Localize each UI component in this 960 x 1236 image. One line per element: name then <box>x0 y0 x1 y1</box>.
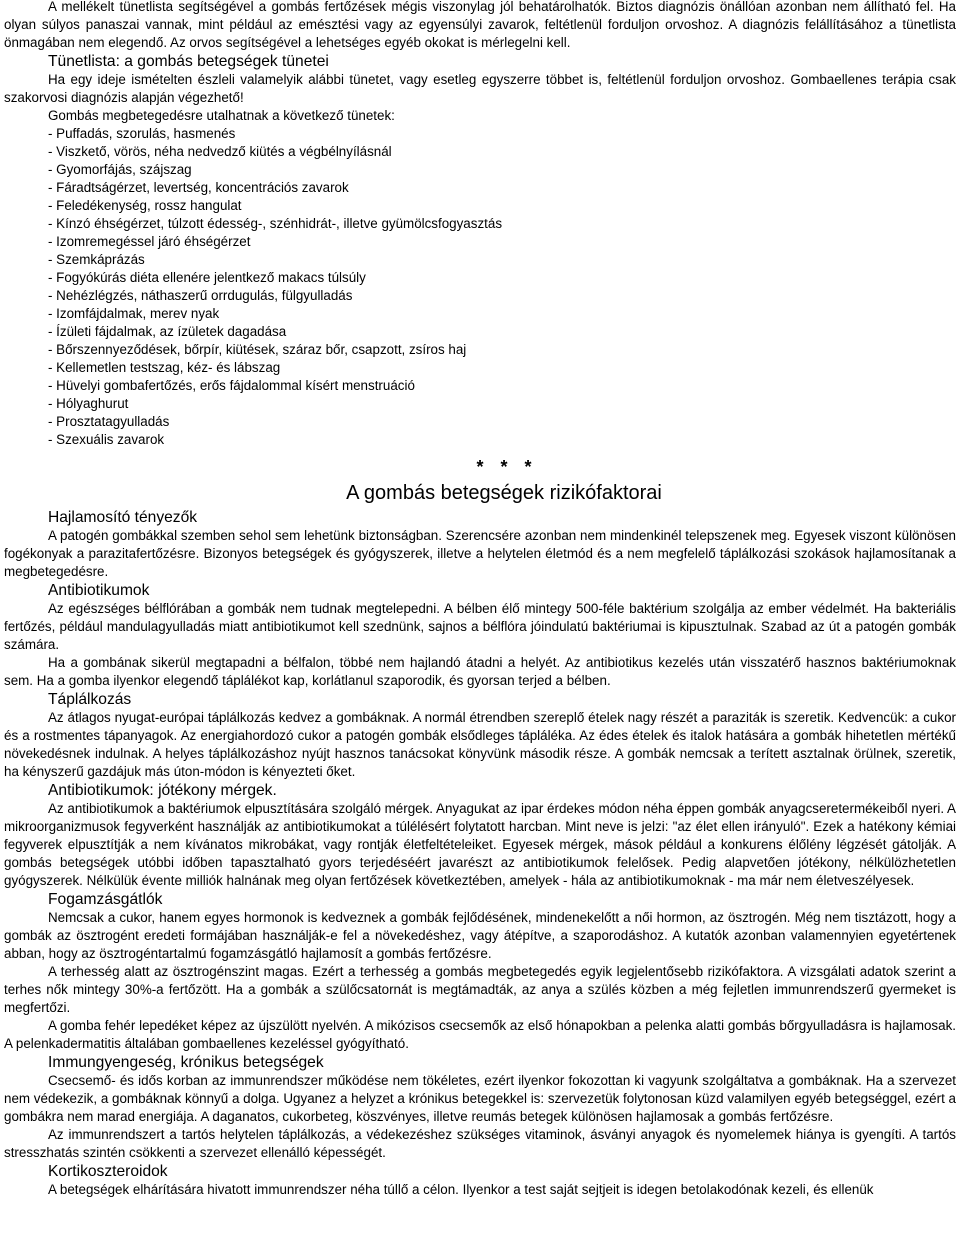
symptom-list <box>48 125 956 449</box>
intro-paragraph: A mellékelt tünetlista segítségével a gombás fertőzések mégis viszonylag jól behatárolhatók. Biztos diagnózis önállóan azonban nem állítható fel. Ha olyan súlyos panaszai vannak, mint például az emésztési vagy az egyensúlyi zavarok, feltétlenül forduljon orvoshoz. A diagnózis felállításához a tünetlista önmagában nem elegendő. Az orvos segítségével a lehetséges egyéb okokat is mérlegelni kell. <box>4 0 956 50</box>
section-paragraph: A patogén gombákkal szemben sehol sem lehetünk biztonságban. Szerencsére azonban nem mindenkinél telepszenek meg. Egyesek viszont különösen fogékonyak a parazitafertőzésre. Bizonyos betegségek és gyógyszerek, illetve a helytelen életmód és a nem megfelelő táplálkozási szokások hajlamosítanak a megbetegedésre. <box>4 528 956 579</box>
section-title: A gombás betegségek rizikófaktorai <box>346 482 662 504</box>
list-item: - Nehézlégzés, náthaszerű orrdugulás, fülgyulladás <box>48 288 353 303</box>
list-item: - Bőrszennyeződések, bőrpír, kiütések, száraz bőr, csapzott, zsíros haj <box>48 342 467 357</box>
list-item: - Feledékenység, rossz hangulat <box>48 198 242 213</box>
list-item: - Prosztatagyulladás <box>48 414 170 429</box>
section-paragraph: Az antibiotikumok a baktériumok elpusztítására szolgáló mérgek. Anyagukat az ipar érdekes módon néha éppen gombák anyagcseretermékeiből nyeri. A mikroorganizmusok fegyverként használják az antibiotikumokat a túlélésért folytatott harcban. Mint neve is jelzi: "az élet ellen irányuló". Ezek a hatékony kémiai fegyverek elpusztítják a nem kívánatos mikrobákat, vagy rontják életfeltételeiket. Egyesek mérgek, mások például a konkurens élőlény légzését gátolják. A gombás betegségek utóbbi időben tapasztalható gyors terjedéséért javarészt az antibiotikumok felelősek. Pedig alapvetően jótékony, nélkülözhetetlen gyógyszerek. Nélkülük évente milliók halnának meg olyan fertőzések következtében, amelyek - hála az antibiotikumoknak - ma már nem életveszélyesek. <box>4 801 956 888</box>
section-paragraph: A gomba fehér lepedéket képez az újszülött nyelvén. A mikózisos csecsemők az első hónapokban a pelenka alatti gombás bőrgyulladásra is hajlamosak. A pelenkadermatitis általában gombaellenes kezeléssel gyógyítható. <box>4 1018 956 1051</box>
section-heading: Kortikoszteroidok <box>48 1163 168 1180</box>
list-item: - Fogyókúrás diéta ellenére jelentkező makacs túlsúly <box>48 270 366 285</box>
section-paragraph: Ha a gombának sikerül megtapadni a bélfalon, többé nem hajlandó átadni a helyét. Az antibiotikus kezelés után visszatérő hasznos baktériumoknak sem. Ha a gomba ilyenkor elegendő táplálékot kap, korlátlanul szaporodik, és gyorsan terjed a bélben. <box>4 655 956 688</box>
section-paragraph: Az immunrendszert a tartós helytelen táplálkozás, a védekezéshez szükséges vitaminok, ásványi anyagok és nyomelemek hiánya is gyengíti. A tartós stresszhatás szintén csökkenti a szervezet ellenálló képességét. <box>4 1127 956 1160</box>
list-item: - Szexuális zavarok <box>48 432 165 447</box>
separator-star: * <box>524 457 532 477</box>
tunetlista-paragraph: Ha egy ideje ismételten észleli valamelyik alábbi tünetet, vagy esetleg egyszerre többet is, feltétlenül forduljon orvoshoz. Gombaellenes terápia csak szakorvosi diagnózis alapján végezhető! <box>4 72 956 105</box>
section-heading: Antibiotikumok: jótékony mérgek. <box>48 782 277 799</box>
section-paragraph: A terhesség alatt az ösztrogénszint magas. Ezért a terhesség a gombás megbetegedés egyik legjelentősebb rizikófaktora. A vizsgálati adatok szerint a terhes nők mintegy 30%-a fertőzött. Ha a gombák a szülőcsatornát is megtámadták, az anya a szülés közben a még fejletlen immunrendszerű gyermeket is megfertőzi. <box>4 964 956 1015</box>
list-item: - Izomfájdalmak, merev nyak <box>48 306 220 321</box>
list-item: - Ízületi fájdalmak, az ízületek dagadása <box>48 324 287 339</box>
list-item: - Puffadás, szorulás, hasmenés <box>48 126 236 141</box>
list-item: - Izomremegéssel járó éhségérzet <box>48 234 251 249</box>
list-item: - Fáradtságérzet, levertség, koncentrációs zavarok <box>48 180 349 195</box>
list-item: - Kínzó éhségérzet, túlzott édesség-, szénhidrát-, illetve gyümölcsfogyasztás <box>48 216 503 231</box>
section-heading: Hajlamosító tényezők <box>48 509 198 526</box>
list-item: - Kellemetlen testszag, kéz- és lábszag <box>48 360 281 375</box>
list-item: - Hüvelyi gombafertőzés, erős fájdalommal kísért menstruáció <box>48 378 415 393</box>
separator-star: * <box>476 457 484 477</box>
separator-star: * <box>500 457 508 477</box>
list-item: - Hólyaghurut <box>48 396 129 411</box>
tunetlista-heading: Tünetlista: a gombás betegségek tünetei <box>48 53 329 70</box>
section-paragraph: A betegségek elhárítására hivatott immunrendszer néha túllő a célon. Ilyenkor a test saját sejtjeit is idegen betolakodónak kezeli, és ellenük <box>48 1182 874 1197</box>
section-paragraph: Csecsemő- és idős korban az immunrendszer működése nem tökéletes, ezért ilyenkor fokozottan ki vagyunk szolgáltatva a gombáknak. Ha a szervezet nem védekezik, a gombáknak könnyű a dolga. Ugyanez a helyzet a krónikus betegekkel is: szervezetük folytonosan küzd valamilyen egyéb betegséggel, ezért a gombákra nem marad energiája. A daganatos, cukorbeteg, köszvényes, illetve reumás betegek különösen hajlamosak a gombás fertőzésre. <box>4 1073 956 1124</box>
list-item: - Viszkető, vörös, néha nedvedző kiütés a végbélnyílásnál <box>48 144 392 159</box>
section-paragraph: Nemcsak a cukor, hanem egyes hormonok is kedveznek a gombák fejlődésének, mindenekelőtt a női hormon, az ösztrogén. Még nem tisztázott, hogy a gombák az ösztrogént eredeti formájában használják-e fel a növekedéshez, vagy átépítve, a szaporodáshoz. A kutatók azonban valamennyien egyetértenek abban, hogy az ösztrogéntartalmú fogamzásgátló hajlamosít a gombás fertőzésre. <box>4 910 956 961</box>
section-separator <box>52 457 956 477</box>
section-heading: Antibiotikumok <box>48 582 150 599</box>
section-paragraph: Az átlagos nyugat-európai táplálkozás kedvez a gombáknak. A normál étrendben szereplő ételek nagy részét a paraziták is szeretik. Kedvencük: a cukor és a rostmentes tápanyagok. Az energiahordozó cukor a patogén gombák elsődleges tápláléka. Az édes ételek és italok hatására a gombák hihetetlen mértékű növekedésnek indulnak. A helyes táplálkozáshoz nyújt hasznos tanácsokat könyvünk második része. A gombák nemcsak a terített asztalnak örülnek, szeretik, ha kényszerű gazdájuk más úton-módon is kényezteti őket. <box>4 710 956 779</box>
list-item: - Gyomorfájás, szájszag <box>48 162 192 177</box>
section-paragraph: Az egészséges bélflórában a gombák nem tudnak megtelepedni. A bélben élő mintegy 500-féle baktérium szolgálja az ember védelmét. Ha bakteriális fertőzés, például mandulagyulladás miatt antibiotikumot kell szednünk, sajnos a bélflóra jóindulatú baktériumai is kipusztulnak. Szabad az út a patogén gombák számára. <box>4 601 956 652</box>
symptom-list-intro: Gombás megbetegedésre utalhatnak a következő tünetek: <box>48 108 395 123</box>
list-item: - Szemkáprázás <box>48 252 145 267</box>
section-heading: Táplálkozás <box>48 691 132 708</box>
section-heading: Immungyengeség, krónikus betegségek <box>48 1054 324 1071</box>
section-heading: Fogamzásgátlók <box>48 891 163 908</box>
